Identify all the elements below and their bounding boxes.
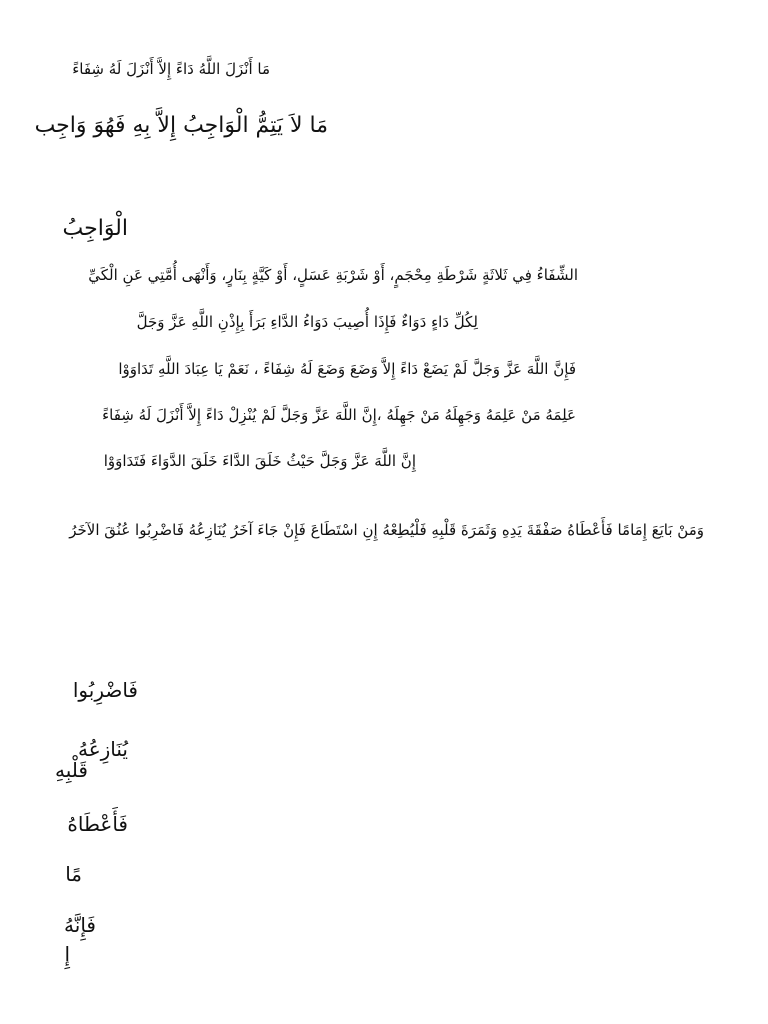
text-line: الشِّفَاءُ فِي ثَلاثَةٍ شَرْطَةِ مِحْجَمٍ، أَوْ شَرْبَةِ عَسَلٍ، أَوْ كَيَّةٍ بِنَارٍ، وَأَنْهَى أُمَّتِي عَنِ الْكَيِّ	[88, 266, 578, 284]
text-line: مَا لاَ يَتِمُّ الْوَاجِبُ إِلاَّ بِهِ فَهُوَ وَاجِب	[34, 113, 328, 138]
word-entry: فَاضْرِبُوا	[72, 678, 138, 702]
text-line: لِكُلِّ دَاءٍ دَوَاءٌ فَإِذَا أُصِيبَ دَوَاءُ الدَّاءِ بَرَأَ بِإِذْنِ اللَّهِ عَزَّ وَجَلَّ	[136, 313, 478, 331]
word-entry: يُنَازِعُهُ	[77, 737, 128, 761]
text-line: عَلِمَهُ مَنْ عَلِمَهُ وَجَهِلَهُ مَنْ جَهِلَهُ ،إِنَّ اللَّهَ عَزَّ وَجَلَّ لَمْ يُنْزِلْ دَاءً إِلاَّ أَنْزَلَ لَهُ شِفَاءً	[102, 406, 576, 424]
word-entry: فَإِنَّهُ	[64, 913, 96, 937]
text-line: فَإِنَّ اللَّهَ عَزَّ وَجَلَّ لَمْ يَضَعْ دَاءً إِلاَّ وَضَعَ وَضَعَ لَهُ شِفَاءً ، نَعَمْ يَا عِبَادَ اللَّهِ تَدَاوَوْا	[118, 360, 576, 378]
section-heading: الْوَاجِبُ	[62, 216, 128, 241]
word-entry: مًا	[65, 862, 82, 886]
text-line: إِنَّ اللَّهَ عَزَّ وَجَلَّ حَيْثُ خَلَقَ الدَّاءَ خَلَقَ الدَّوَاءَ فَتَدَاوَوْا	[103, 452, 416, 470]
text-paragraph: وَمَنْ بَايَعَ إِمَامًا فَأَعْطَاهُ صَفْقَةَ يَدِهِ وَثَمَرَةَ قَلْبِهِ فَلْيُطِعْهُ إِنِ اسْتَطَاعَ فَإِنْ جَاءَ آخَرُ يُنَازِعُهُ فَاضْرِبُوا عُنُقَ الآخَرُ	[69, 521, 704, 539]
word-entry: فَأَعْطَاهُ	[67, 812, 128, 836]
word-entry: إِ	[64, 942, 70, 966]
word-entry: قَلْبِهِ	[55, 758, 88, 782]
text-line: مَا أَنْزَلَ اللَّهُ دَاءً إِلاَّ أَنْزَلَ لَهُ شِفَاءً	[72, 60, 270, 78]
